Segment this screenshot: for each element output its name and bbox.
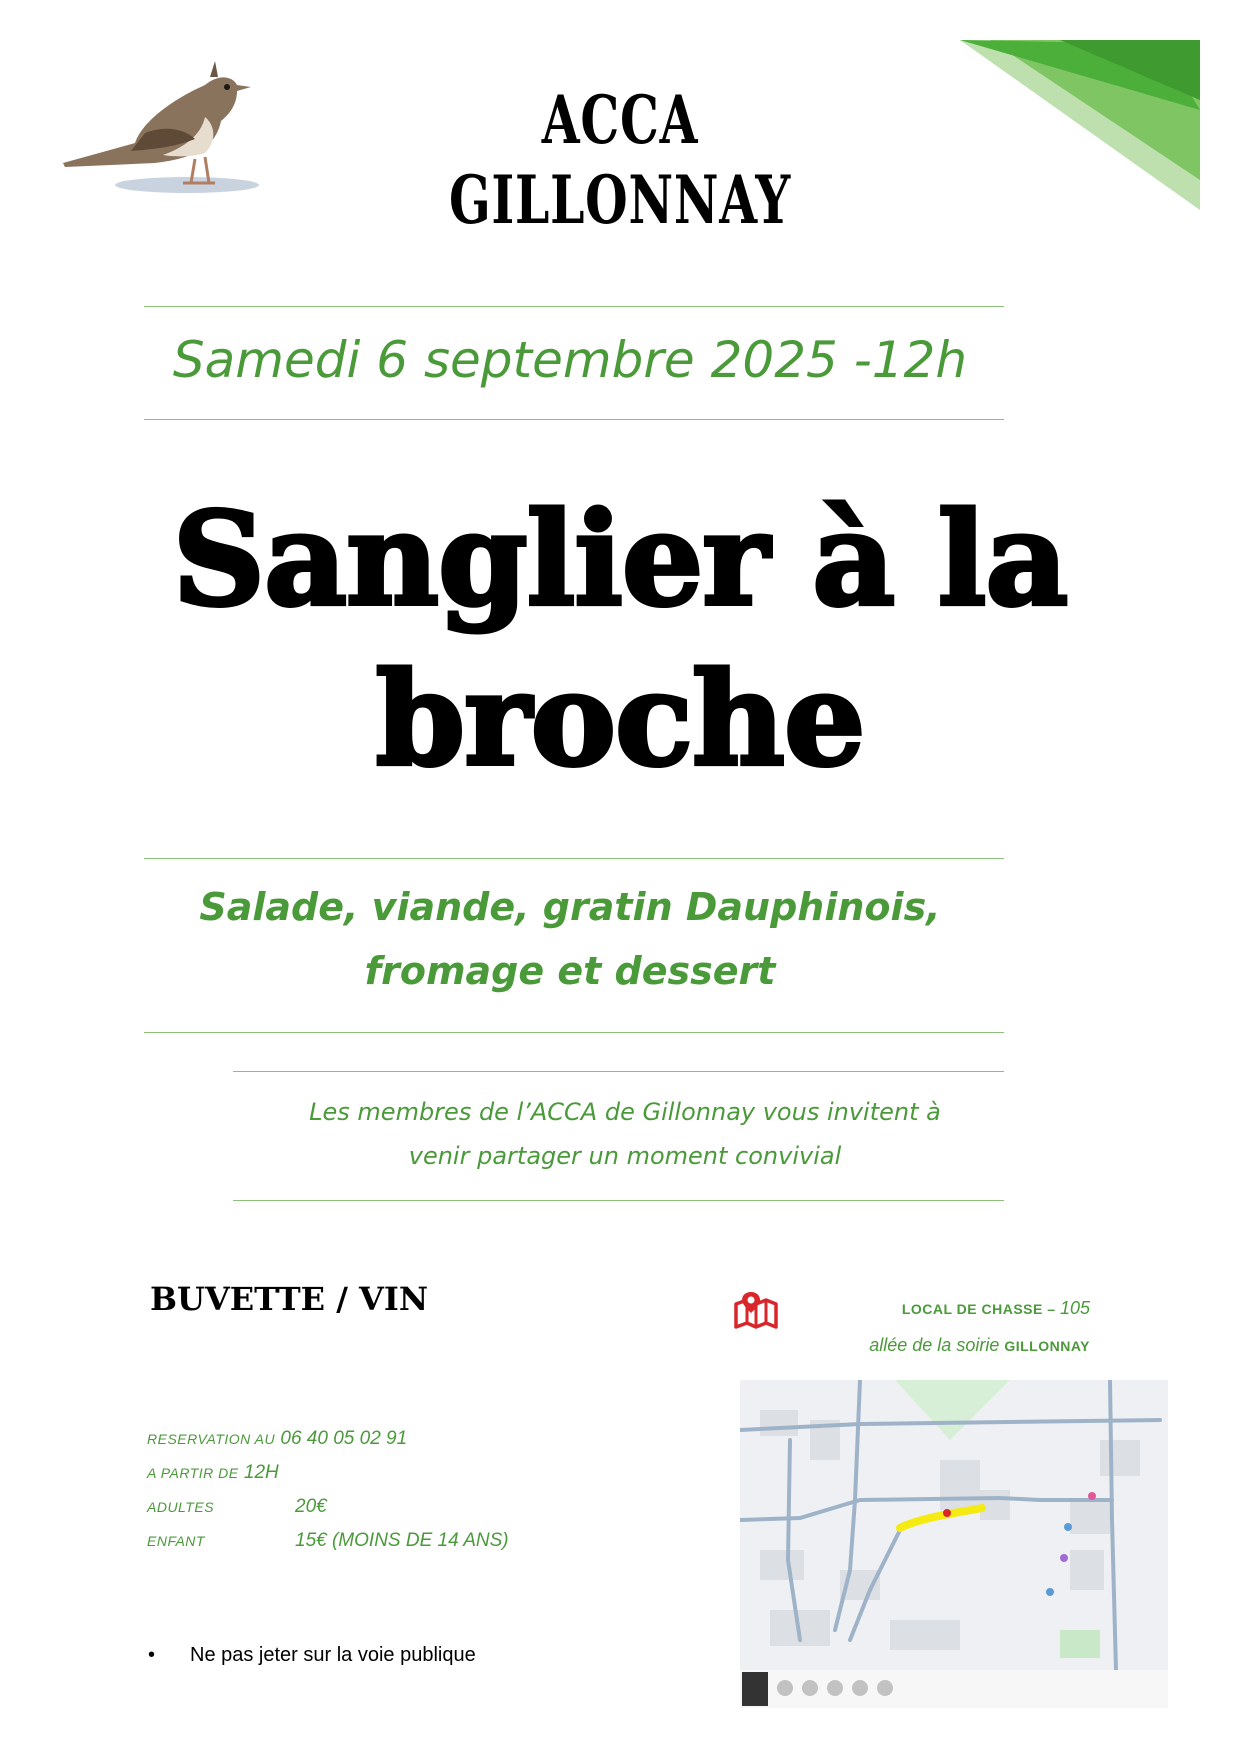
price-value: 15€ (MOINS DE 14 ANS) <box>295 1530 509 1551</box>
price-value: 20€ <box>295 1496 327 1517</box>
location-name: LOCAL DE CHASSE <box>901 1301 1043 1317</box>
event-date: Samedi 6 septembre 2025 -12h <box>172 331 968 389</box>
reservation-label: RESERVATION AU <box>147 1431 276 1447</box>
price-label: ADULTES <box>147 1499 215 1515</box>
event-headline <box>120 480 1120 800</box>
start-time-row <box>147 1456 627 1490</box>
menu-description <box>140 875 1000 1003</box>
bullet-dot-icon: • <box>148 1644 156 1666</box>
headline-line-2: broche <box>375 645 865 795</box>
location-street: allée de la soirie <box>869 1335 1005 1355</box>
location-dash: – <box>1042 1301 1060 1317</box>
price-label: ENFANT <box>147 1533 205 1549</box>
buvette-label: BUVETTE / VIN <box>150 1280 429 1318</box>
start-time: 12H <box>243 1462 279 1483</box>
divider <box>144 1032 1004 1033</box>
page-title: ACCA GILLONNAY <box>448 81 792 239</box>
divider <box>144 858 1004 859</box>
price-row-adults <box>147 1490 627 1524</box>
invite-line-1: Les membres de l’ACCA de Gillonnay vous invitent à <box>309 1098 941 1126</box>
notice-text: Ne pas jeter sur la voie publique <box>190 1644 476 1666</box>
divider <box>233 1071 1004 1072</box>
headline-line-1: Sanglier à la <box>172 485 1068 635</box>
divider <box>144 419 1004 420</box>
start-label: A PARTIR DE <box>147 1465 239 1481</box>
price-row-child <box>147 1524 627 1558</box>
divider <box>233 1200 1004 1201</box>
lark-bird-illustration <box>55 55 265 215</box>
location-map <box>740 1380 1168 1708</box>
location-town: GILLONNAY <box>1004 1338 1090 1354</box>
menu-line-2: fromage et dessert <box>364 949 776 993</box>
notice <box>148 1644 476 1667</box>
location-number: 105 <box>1059 1298 1090 1318</box>
menu-line-1: Salade, viande, gratin Dauphinois, <box>199 885 941 929</box>
invite-line-2: venir partager un moment convivial <box>408 1142 842 1170</box>
green-corner-decoration <box>960 40 1200 210</box>
event-location <box>760 1290 1090 1364</box>
reservation-phone: 06 40 05 02 91 <box>280 1428 408 1449</box>
divider <box>144 306 1004 307</box>
invitation-text <box>250 1090 1000 1178</box>
reservation-row <box>147 1422 627 1456</box>
event-details <box>147 1422 627 1558</box>
